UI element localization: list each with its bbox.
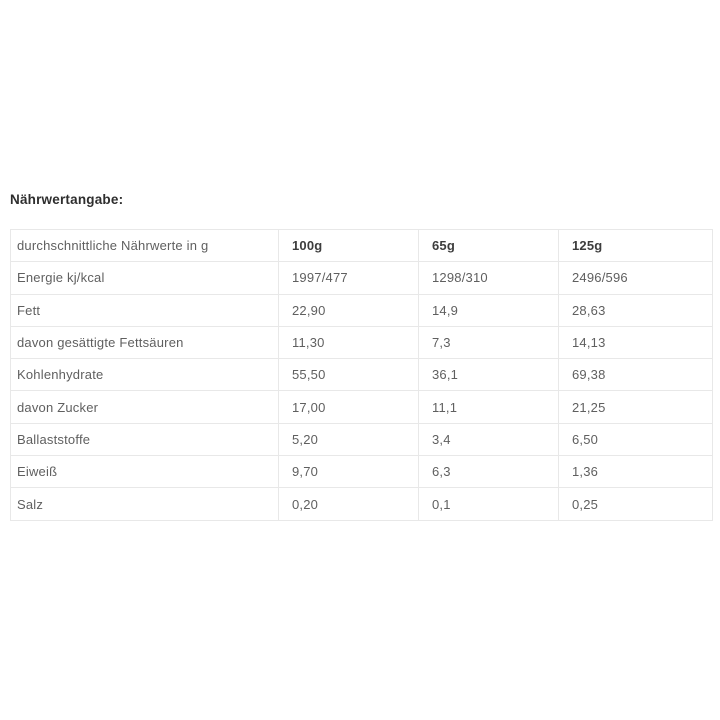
row-label-cell: Eiweiß <box>11 456 279 488</box>
value-cell: 21,25 <box>559 391 713 423</box>
value-cell: 3,4 <box>419 423 559 455</box>
nutrition-section-heading: Nährwertangabe: <box>10 192 124 207</box>
table-row-fett <box>11 294 713 326</box>
table-row-eiweiss <box>11 456 713 488</box>
value-cell: 17,00 <box>279 391 419 423</box>
row-label-cell: Energie kj/kcal <box>11 262 279 294</box>
value-cell: 9,70 <box>279 456 419 488</box>
row-label-cell: Fett <box>11 294 279 326</box>
nutrition-table <box>10 229 713 521</box>
value-cell: 1,36 <box>559 456 713 488</box>
row-label-cell: davon Zucker <box>11 391 279 423</box>
value-cell: 1997/477 <box>279 262 419 294</box>
value-cell: 28,63 <box>559 294 713 326</box>
row-label-cell: Ballaststoffe <box>11 423 279 455</box>
table-row-energie <box>11 262 713 294</box>
header-65g-cell: 65g <box>419 230 559 262</box>
table-row-salz <box>11 488 713 520</box>
table-row-gesaettigte-fettsaeuren <box>11 326 713 358</box>
value-cell: 69,38 <box>559 359 713 391</box>
row-label-cell: davon gesättigte Fettsäuren <box>11 326 279 358</box>
value-cell: 5,20 <box>279 423 419 455</box>
row-label-cell: Salz <box>11 488 279 520</box>
value-cell: 6,3 <box>419 456 559 488</box>
value-cell: 55,50 <box>279 359 419 391</box>
value-cell: 22,90 <box>279 294 419 326</box>
table-row-ballaststoffe <box>11 423 713 455</box>
header-100g-cell: 100g <box>279 230 419 262</box>
value-cell: 14,13 <box>559 326 713 358</box>
table-header-row <box>11 230 713 262</box>
row-label-cell: Kohlenhydrate <box>11 359 279 391</box>
value-cell: 11,30 <box>279 326 419 358</box>
value-cell: 0,25 <box>559 488 713 520</box>
value-cell: 7,3 <box>419 326 559 358</box>
value-cell: 2496/596 <box>559 262 713 294</box>
table-row-kohlenhydrate <box>11 359 713 391</box>
value-cell: 14,9 <box>419 294 559 326</box>
value-cell: 11,1 <box>419 391 559 423</box>
value-cell: 1298/310 <box>419 262 559 294</box>
header-125g-cell: 125g <box>559 230 713 262</box>
table-row-zucker <box>11 391 713 423</box>
value-cell: 6,50 <box>559 423 713 455</box>
value-cell: 0,1 <box>419 488 559 520</box>
header-label-cell: durchschnittliche Nährwerte in g <box>11 230 279 262</box>
value-cell: 36,1 <box>419 359 559 391</box>
value-cell: 0,20 <box>279 488 419 520</box>
